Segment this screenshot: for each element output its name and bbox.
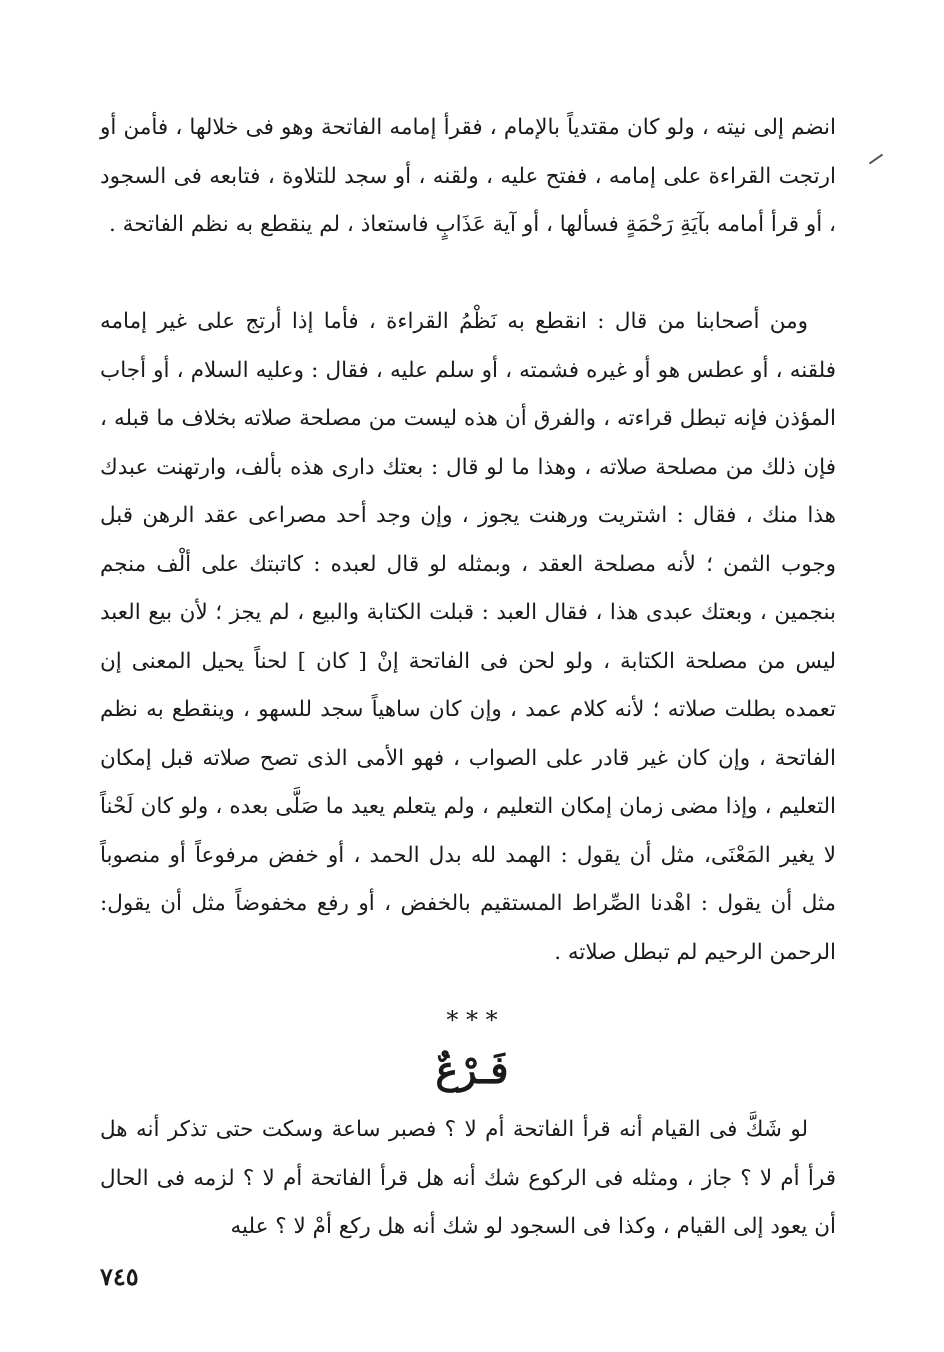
separator-stars: * * * bbox=[446, 1006, 498, 1034]
paragraph-3 bbox=[100, 1106, 836, 1252]
margin-mark bbox=[869, 154, 883, 165]
paragraph-1-text: انضم إلى نيته ، ولو كان مقتدياً بالإمام ، فقرأ إمامه الفاتحة وهو فى خلالها ، فأمن أو ارتجت القراءة على إمامه ، ففتح عليه ، ولقنه ، أو سجد للتلاوة ، فتابعه فى السجود ، أو قرأ أمامه بآيَةِ رَحْمَةٍ فسألها ، أو آية عَذَابٍ فاستعاذ ، لم ينقطع به نظم الفاتحة . bbox=[100, 115, 836, 237]
page-number: ٧٤٥ bbox=[100, 1262, 139, 1291]
paragraph-2-text: ومن أصحابنا من قال : انقطع به نَظْمُ القراءة ، فأما إذا أرتج على غير إمامه فلقنه ، أو عطس هو أو غيره فشمته ، أو سلم عليه ، فقال : وعليه السلام ، أو أجاب المؤذن فإنه تبطل قراءته ، والفرق أن هذه ليست من مصلحة صلاته بخلاف ما قبله ، فإن ذلك من مصلحة صلاته ، وهذا ما لو قال : بعتك دارى هذه بألف، وارتهنت عبدك هذا منك ، فقال : اشتريت ورهنت يجوز ، وإن وجد أحد مصراعى عقد الرهن قبل وجوب الثمن ؛ لأنه مصلحة العقد ، وبمثله لو قال لعبده : كاتبتك على ألْف منجم بنجمين ، وبعتك عبدى هذا ، فقال العبد : قبلت الكتابة والبيع ، لم يجز ؛ لأن بيع العبد ليس من مصلحة الكتابة ، ولو لحن فى الفاتحة إنْ [ كان ] لحناً يحيل المعنى إن تعمده بطلت صلاته ؛ لأنه كلام عمد ، وإن كان ساهياً سجد للسهو ، وينقطع به نظم الفاتحة ، وإن كان غير قادر على الصواب ، فهو الأمى الذى تصح صلاته قبل إمكان التعليم ، وإذا مضى زمان إمكان التعليم ، ولم يتعلم يعيد ما صَلَّى بعده ، ولو كان لَحْناً لا يغير المَعْنَى، مثل أن يقول : الهمد لله بدل الحمد ، أو خفض مرفوعاً أو منصوباً مثل أن يقول : اهْدنا الصِّراط المستقيم بالخفض ، أو رفع مخفوضاً مثل أن يقول: الرحمن الرحيم لم تبطل صلاته . bbox=[100, 309, 836, 965]
paragraph-2 bbox=[100, 298, 836, 977]
paragraph-3-text: لو شَكَّ فى القيام أنه قرأ الفاتحة أم لا ؟ فصبر ساعة وسكت حتى تذكر أنه هل قرأ أم لا ؟ جاز ، ومثله فى الركوع شك أنه هل قرأ الفاتحة أم لا ؟ لزمه فى الحال أن يعود إلى القيام ، وكذا فى السجود لو شك أنه هل ركع أمْ لا ؟ عليه bbox=[100, 1117, 836, 1239]
section-heading: فَـرْعٌ bbox=[435, 1047, 509, 1092]
section-separator bbox=[0, 1006, 944, 1034]
paragraph-1 bbox=[100, 104, 836, 250]
